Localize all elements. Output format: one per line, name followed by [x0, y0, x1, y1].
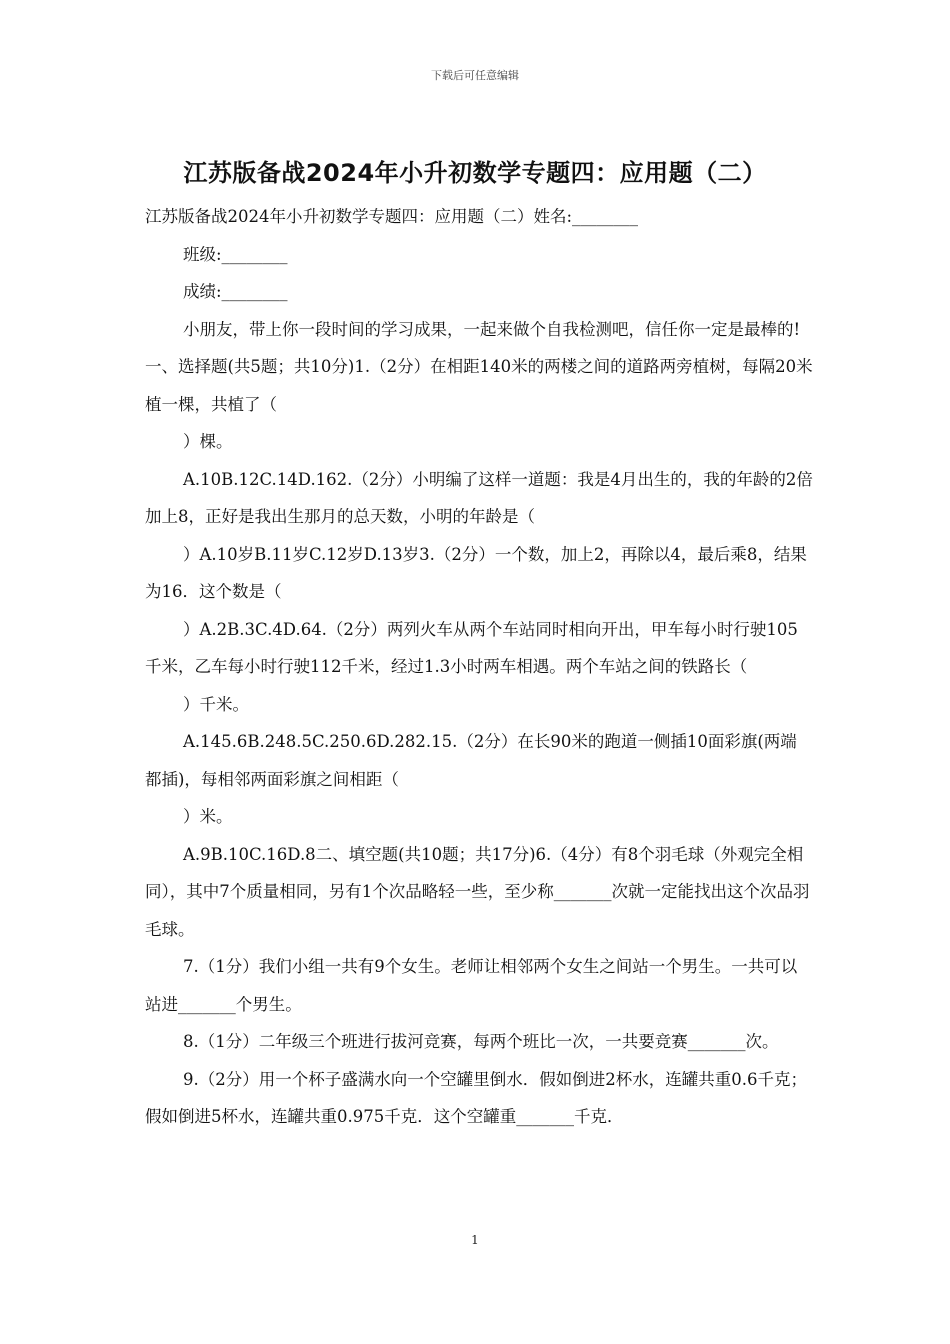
paragraph: 9.（2分）用一个杯子盛满水向一个空罐里倒水．假如倒进2杯水，连罐共重0.6千克；假如倒进5杯水，连罐共重0.975千克．这个空罐重_______千克．	[145, 1069, 807, 1126]
paragraph: ）A.10岁B.11岁C.12岁D.13岁3.（2分）一个数，加上2，再除以4，最后乘8，结果为16．这个数是（	[145, 544, 807, 601]
paragraph: ）棵。	[183, 432, 233, 451]
paragraph: 成绩:________	[183, 282, 288, 301]
header-note: 下载后可任意编辑	[431, 69, 519, 82]
paragraph: A.9B.10C.16D.8二、填空题(共10题；共17分)6.（4分）有8个羽毛球（外观完全相同），其中7个质量相同，另有1个次品略轻一些，至少称_______次就一定能找出这个次品羽毛球。	[145, 844, 810, 939]
paragraph: 7.（1分）我们小组一共有9个女生。老师让相邻两个女生之间站一个男生。一共可以站进_______个男生。	[145, 957, 798, 1014]
paragraph: A.10B.12C.14D.162.（2分）小明编了这样一道题：我是4月出生的，我的年龄的2倍加上8，正好是我出生那月的总天数，小明的年龄是（	[145, 469, 813, 526]
paragraph: 8.（1分）二年级三个班进行拔河竞赛，每两个班比一次，一共要竞赛_______次。	[183, 1032, 779, 1051]
page-number: 1	[471, 1233, 479, 1247]
paragraph: 班级:________	[183, 244, 288, 264]
document-body	[145, 198, 813, 1136]
paragraph: 江苏版备战2024年小升初数学专题四：应用题（二）姓名:________	[145, 207, 639, 226]
paragraph: 小朋友，带上你一段时间的学习成果，一起来做个自我检测吧，信任你一定是最棒的!一、选择题(共5题；共10分)1.（2分）在相距140米的两楼之间的道路两旁植树，每隔20米植一棵，共植了（	[145, 319, 813, 414]
document-title: 江苏版备战2024年小升初数学专题四：应用题（二）	[183, 159, 767, 187]
paragraph: ）米。	[183, 807, 233, 826]
paragraph: A.145.6B.248.5C.250.6D.282.15.（2分）在长90米的跑道一侧插10面彩旗(两端都插)，每相邻两面彩旗之间相距（	[145, 732, 797, 789]
paragraph: ）千米。	[183, 694, 249, 714]
paragraph: ）A.2B.3C.4D.64.（2分）两列火车从两个车站同时相向开出，甲车每小时行驶105千米，乙车每小时行驶112千米，经过1.3小时两车相遇。两个车站之间的铁路长（	[145, 619, 798, 676]
